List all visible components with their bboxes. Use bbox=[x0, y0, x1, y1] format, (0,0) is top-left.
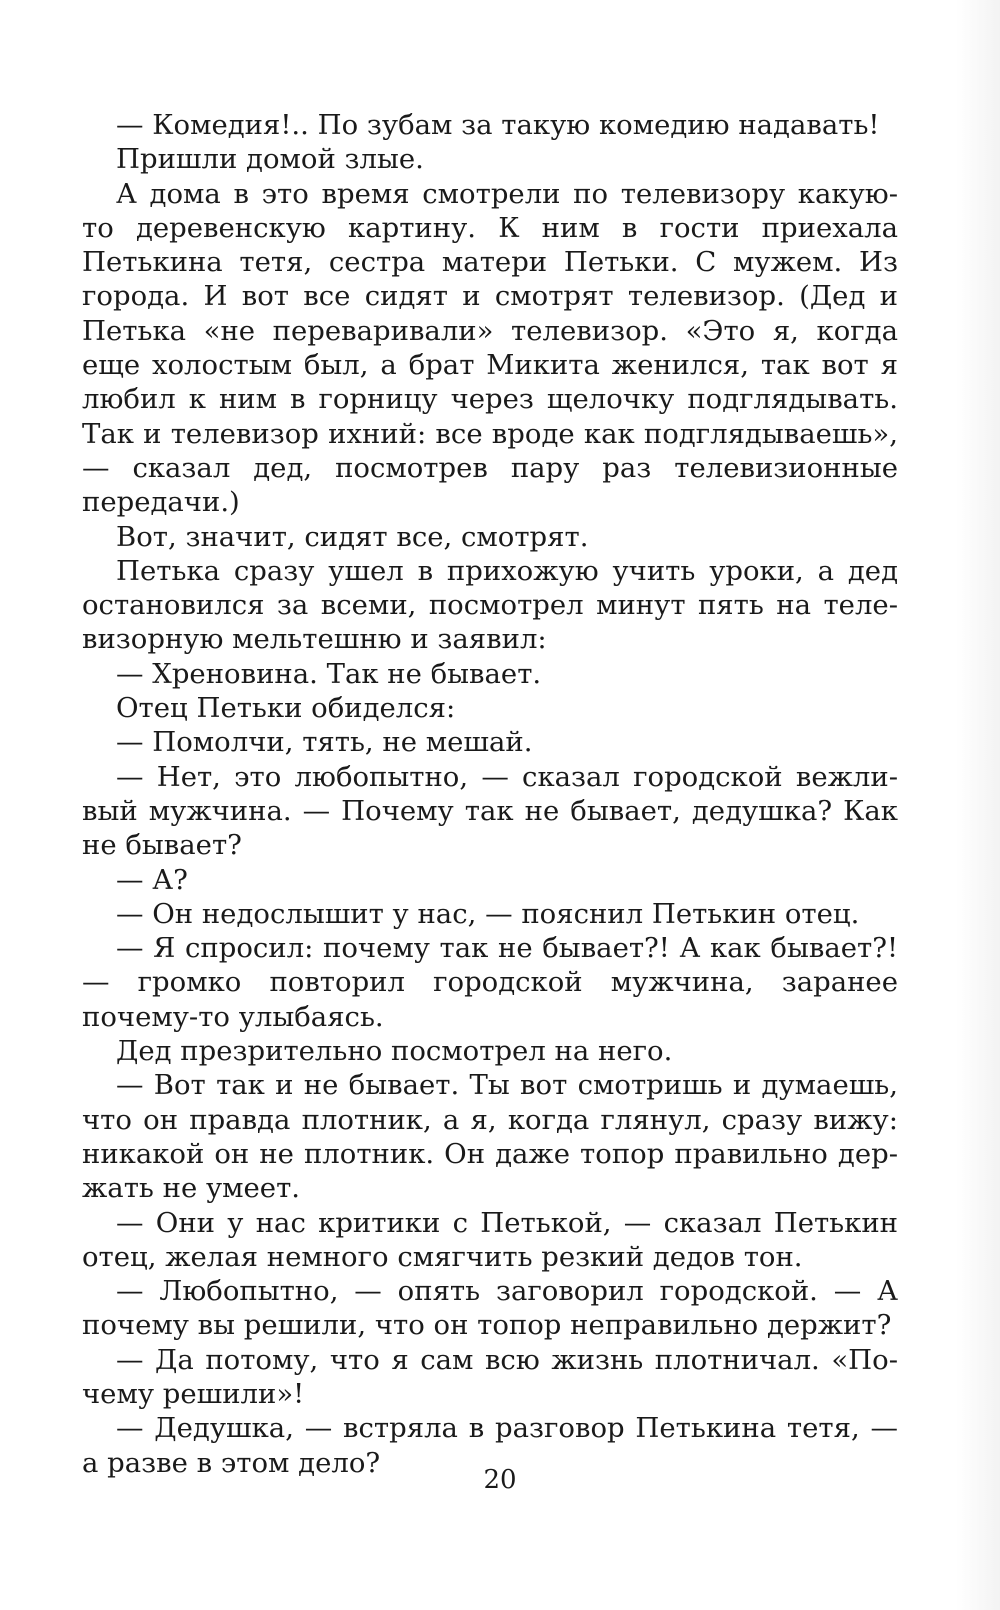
paragraph-5: Петька сразу ушел в прихожую учить уроки, а дед остановился за всеми, посмотрел минут пять на телевизорную мельтешню и заявил: bbox=[82, 554, 898, 656]
paragraph-18: — Дедушка, — встряла в разговор Петькина тетя, — а разве в этом дело? bbox=[82, 1412, 898, 1479]
paragraph-2: Пришли домой злые. bbox=[116, 143, 424, 176]
paragraph-15: — Они у нас критики с Петькой, — сказал Петькин отец, желая немного смягчить резкий дедов тон. bbox=[82, 1206, 898, 1273]
paragraph-11: — Он недослышит у нас, — пояснил Петькин отец. bbox=[116, 897, 860, 930]
page-edge-shadow bbox=[956, 0, 1000, 1610]
paragraph-13: Дед презрительно посмотрел на него. bbox=[116, 1035, 673, 1068]
page-text bbox=[82, 108, 898, 1480]
paragraph-14: — Вот так и не бывает. Ты вот смотришь и думаешь, что он правда плотник, а я, когда глянул, сразу вижу: никакой он не плотник. Он даже топор правильно держать не умеет. bbox=[82, 1069, 898, 1205]
paragraph-12: — Я спросил: почему так не бывает?! А как бывает?! — громко повторил городской мужчина, заранее почему-то улыбаясь. bbox=[82, 932, 898, 1033]
paragraph-8: — Помолчи, тять, не мешай. bbox=[116, 726, 533, 759]
page-number: 20 bbox=[483, 1465, 517, 1495]
paragraph-4: Вот, значит, сидят все, смотрят. bbox=[116, 520, 589, 553]
paragraph-10: — А? bbox=[116, 863, 188, 896]
paragraph-6: — Хреновина. Так не бывает. bbox=[116, 657, 542, 690]
paragraph-7: Отец Петьки обиделся: bbox=[116, 692, 456, 725]
paragraph-9: — Нет, это любопытно, — сказал городской вежливый мужчина. — Почему так не бывает, дедушка? Как не бывает? bbox=[82, 760, 898, 862]
paragraph-17: — Да потому, что я сам всю жизнь плотничал. «Почему решили»! bbox=[82, 1343, 898, 1410]
paragraph-3: А дома в это время смотрели по телевизору какую-то деревенскую картину. К ним в гости приехала Петькина тетя, сестра матери Петьки. С мужем. Из города. И вот все сидят и смотрят телевизор. (Дед и Петька «не переваривали» телевизор. «Это я, когда еще холостым был, а брат Микита женился, так вот я любил к ним в горницу через щелочку подглядывать. Так и телевизор ихний: все вроде как подглядываешь», — сказал дед, посмотрев пару раз телевизионные передачи.) bbox=[82, 177, 898, 519]
paragraph-1: — Комедия!.. По зубам за такую комедию надавать! bbox=[116, 109, 880, 141]
paragraph-16: — Любопытно, — опять заговорил городской. — А почему вы решили, что он топор неправильно держит? bbox=[82, 1275, 898, 1342]
